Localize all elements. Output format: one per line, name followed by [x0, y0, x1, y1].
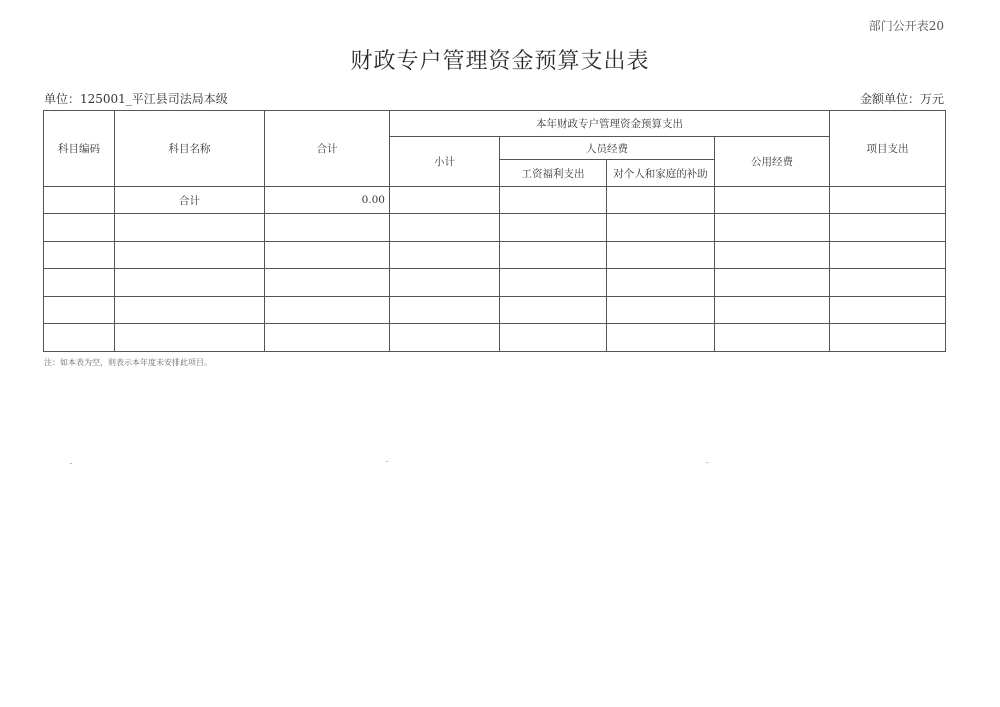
cell-public [715, 187, 830, 214]
header-total: 合计 [265, 111, 390, 187]
table-row [44, 242, 946, 269]
cell-name [115, 324, 265, 352]
cell-subtotal [390, 269, 500, 297]
cell-family [607, 242, 715, 269]
cell-name [115, 297, 265, 324]
header-public: 公用经费 [715, 137, 830, 187]
cell-family [607, 269, 715, 297]
cell-code [44, 214, 115, 242]
cell-public [715, 324, 830, 352]
cell-salary [500, 324, 607, 352]
cell-salary [500, 269, 607, 297]
footnote: 注：如本表为空，则表示本年度未安排此项目。 [44, 358, 212, 367]
unit-label: 单位：125001_平江县司法局本级 [44, 92, 228, 106]
cell-code [44, 297, 115, 324]
cell-code [44, 242, 115, 269]
cell-project [830, 187, 946, 214]
cell-project [830, 324, 946, 352]
cell-family [607, 214, 715, 242]
table-row [44, 297, 946, 324]
header-project: 项目支出 [830, 111, 946, 187]
cell-total [265, 214, 390, 242]
header-salary: 工资福利支出 [500, 160, 607, 187]
cell-public [715, 269, 830, 297]
cell-code [44, 324, 115, 352]
cell-name: 合计 [115, 187, 265, 214]
page-title: 财政专户管理资金预算支出表 [350, 49, 650, 74]
cell-project [830, 297, 946, 324]
cell-subtotal [390, 187, 500, 214]
form-id: 部门公开表20 [868, 19, 944, 33]
cell-public [715, 297, 830, 324]
cell-public [715, 242, 830, 269]
cell-family [607, 297, 715, 324]
header-personnel: 人员经费 [500, 137, 715, 160]
header-family: 对个人和家庭的补助 [607, 160, 715, 187]
table-row [44, 214, 946, 242]
cell-salary [500, 214, 607, 242]
cell-project [830, 269, 946, 297]
cell-public [715, 214, 830, 242]
header-current-year: 本年财政专户管理资金预算支出 [390, 111, 830, 137]
cell-subtotal [390, 242, 500, 269]
scan-speck [70, 463, 72, 464]
amount-unit: 金额单位：万元 [859, 92, 944, 106]
cell-total: 0.00 [265, 187, 390, 214]
scan-speck [386, 461, 388, 462]
scan-speck [706, 462, 708, 463]
cell-salary [500, 187, 607, 214]
cell-subtotal [390, 214, 500, 242]
cell-family [607, 187, 715, 214]
cell-total [265, 297, 390, 324]
budget-table [43, 110, 946, 352]
cell-code [44, 269, 115, 297]
table-row [44, 187, 946, 214]
table-row [44, 269, 946, 297]
cell-salary [500, 242, 607, 269]
cell-total [265, 269, 390, 297]
cell-salary [500, 297, 607, 324]
cell-total [265, 324, 390, 352]
header-subtotal: 小计 [390, 137, 500, 187]
cell-subtotal [390, 324, 500, 352]
cell-total [265, 242, 390, 269]
cell-name [115, 269, 265, 297]
header-name: 科目名称 [115, 111, 265, 187]
cell-family [607, 324, 715, 352]
cell-subtotal [390, 297, 500, 324]
cell-name [115, 214, 265, 242]
cell-project [830, 214, 946, 242]
table-row [44, 324, 946, 352]
cell-name [115, 242, 265, 269]
cell-project [830, 242, 946, 269]
cell-code [44, 187, 115, 214]
header-code: 科目编码 [44, 111, 115, 187]
